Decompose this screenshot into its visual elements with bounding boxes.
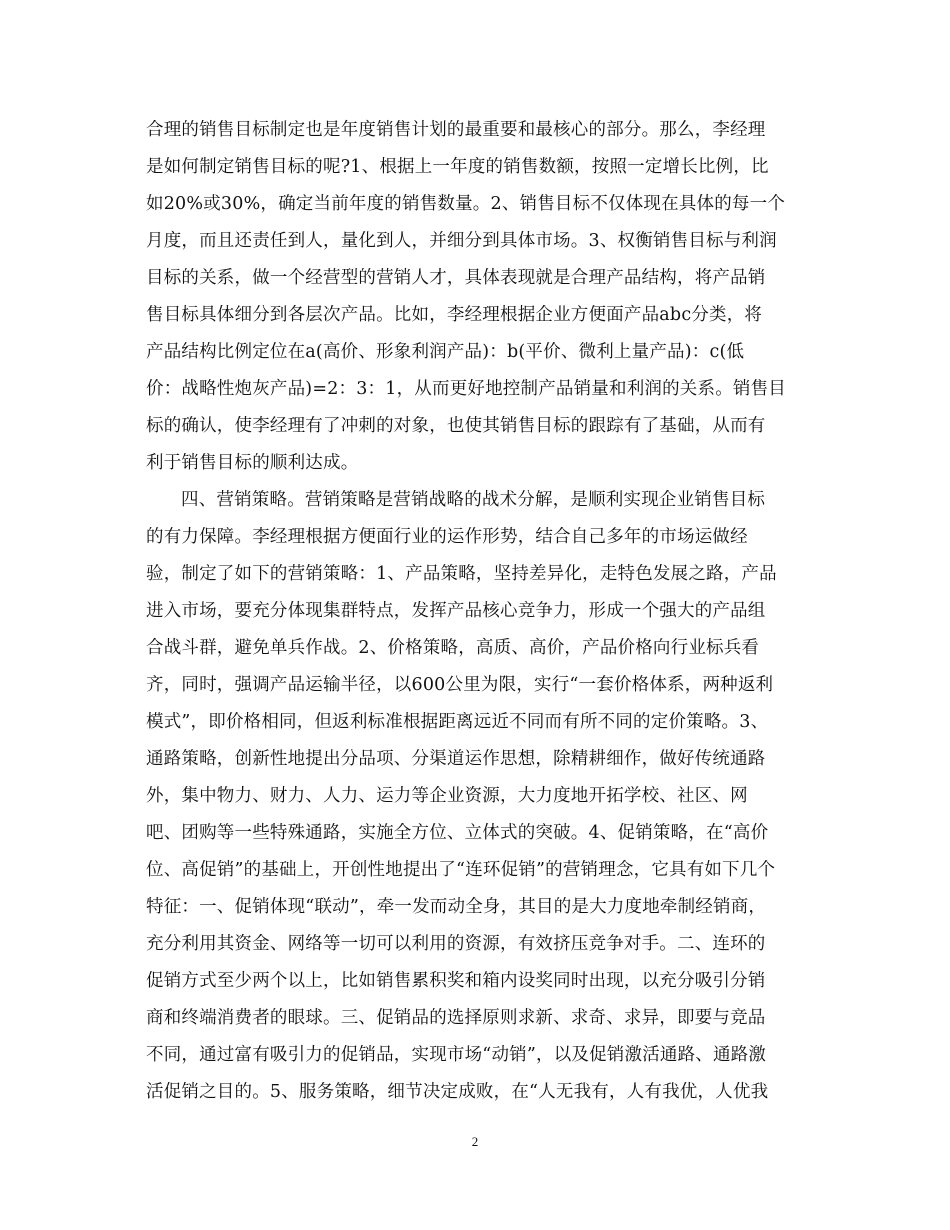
text-line: 合理的销售目标制定也是年度销售计划的最重要和最核心的部分。那么，李经理: [146, 120, 766, 140]
text-line: 通路策略，创新性地提出分品项、分渠道运作思想，除精耕细作，做好传统通路: [146, 749, 766, 769]
paragraph-first-line: 四、营销策略。营销策略是营销战略的战术分解，是顺利实现企业销售目标: [181, 490, 766, 510]
text-line: 如20%或30%，确定当前年度的销售数量。2、销售目标不仅体现在具体的每一个: [146, 194, 786, 214]
text-line: 售目标具体细分到各层次产品。比如，李经理根据企业方便面产品abc分类，将: [146, 305, 763, 325]
text-line: 验，制定了如下的营销策略：1、产品策略，坚持差异化，走特色发展之路，产品: [146, 564, 777, 584]
text-line: 目标的关系，做一个经营型的营销人才，具体表现就是合理产品结构，将产品销: [146, 268, 766, 288]
text-line: 促销方式至少两个以上，比如销售累积奖和箱内设奖同时出现，以充分吸引分销: [146, 971, 766, 991]
text-line: 进入市场，要充分体现集群特点，发挥产品核心竞争力，形成一个强大的产品组: [146, 601, 766, 621]
text-line: 活促销之目的。5、服务策略，细节决定成败，在“人无我有，人有我优，人优我: [146, 1082, 769, 1102]
page-number: 2: [471, 1134, 479, 1149]
text-line: 利于销售目标的顺利达成。: [146, 453, 359, 473]
text-line: 价：战略性炮灰产品)=2：3：1，从而更好地控制产品销量和利润的关系。销售目: [146, 379, 786, 399]
text-line: 特征：一、促销体现“联动”，牵一发而动全身，其目的是大力度地牵制经销商，: [146, 897, 767, 917]
text-line: 是如何制定销售目标的呢?1、根据上一年度的销售数额，按照一定增长比例，比: [146, 157, 769, 177]
text-line: 标的确认，使李经理有了冲刺的对象，也使其销售目标的跟踪有了基础，从而有: [146, 416, 766, 436]
text-line: 的有力保障。李经理根据方便面行业的运作形势，结合自己多年的市场运做经: [146, 527, 748, 547]
text-line: 外，集中物力、财力、人力、运力等企业资源，大力度地开拓学校、社区、网: [146, 786, 748, 806]
text-line: 位、高促销”的基础上，开创性地提出了“连环促销”的营销理念，它具有如下几个: [146, 860, 776, 880]
text-line: 不同，通过富有吸引力的促销品，实现市场“动销”，以及促销激活通路、通路激: [146, 1045, 767, 1065]
text-line: 月度，而且还责任到人，量化到人，并细分到具体市场。3、权衡销售目标与利润: [146, 231, 777, 251]
text-line: 吧、团购等一些特殊通路，实施全方位、立体式的突破。4、促销策略，在“高价: [146, 823, 769, 843]
text-line: 商和终端消费者的眼球。三、促销品的选择原则求新、求奇、求异，即要与竞品: [146, 1008, 766, 1028]
text-line: 齐，同时，强调产品运输半径，以600公里为限，实行“一套价格体系，两种返利: [146, 675, 774, 695]
text-line: 模式”，即价格相同，但返利标准根据距离远近不同而有所不同的定价策略。3、: [146, 712, 769, 732]
text-line: 充分利用其资金、网络等一切可以利用的资源，有效挤压竞争对手。二、连环的: [146, 934, 766, 954]
text-line: 合战斗群，避免单兵作战。2、价格策略，高质、高价，产品价格向行业标兵看: [146, 638, 760, 658]
text-line: 产品结构比例定位在a(高价、形象利润产品)：b(平价、微利上量产品)：c(低: [146, 342, 745, 362]
